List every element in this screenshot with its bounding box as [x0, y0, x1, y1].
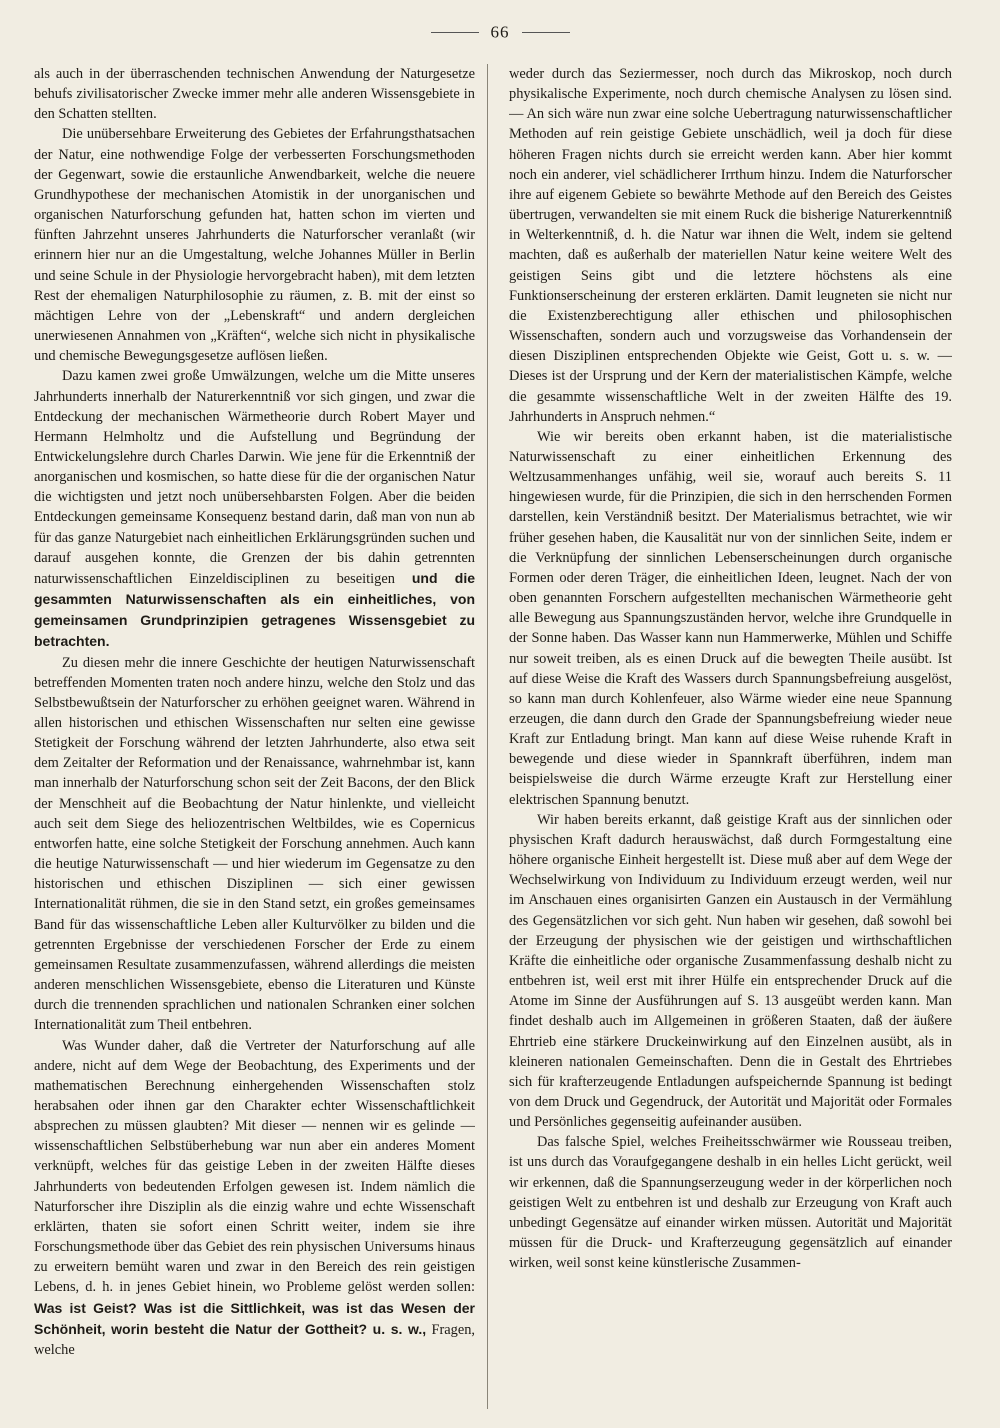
paragraph	[34, 653, 475, 1036]
paragraph	[509, 1132, 952, 1273]
column-divider	[487, 64, 488, 1409]
paragraph-text: Fragen, welche	[34, 1321, 475, 1358]
paragraph-text: Was Wunder daher, daß die Vertreter der Naturforschung auf alle andere, nicht auf dem Wege der Beobachtung, des Experiments und der mathematischen Berechnung einhergehenden Wissenschaften stolz herabsahen oder ihnen gar den Charakter echter Wissenschaftlichkeit absprechen zu müssen glaubten? Mit dieser — nennen wir es gelinde — wissenschaftlichen Selbstüberhebung war nun aber ein anderes Moment verknüpft, welches für das geistige Leben in der zweiten Hälfte dieses Jahrhunderts von bedeutenden Erfolgen gewesen ist. Indem nämlich die Naturforscher ihre Disziplin als die einzig wahre und echte Wissenschaft erklärten, thaten sie sofort einen Schritt weiter, indem sie ihre Forschungsmethode über das Gebiet des rein physischen Universums hinaus zu erweitern bemüht waren und zwar in den Bereich des rein geistigen Lebens, d. h. in jenes Gebiet hinein, wo Probleme gelöst werden sollen:	[34, 1037, 475, 1296]
right-column	[509, 64, 952, 1416]
paragraph	[509, 810, 952, 1133]
paragraph	[509, 64, 952, 427]
paragraph-text: Dazu kamen zwei große Umwälzungen, welche um die Mitte unseres Jahrhunderts innerhalb der Naturerkenntniß vor sich gingen, und zwar die Entdeckung der mechanischen Wärmetheorie durch Robert Mayer und Hermann Helmholtz und die Aufstellung und Begründung der Entwickelungslehre durch Charles Darwin. Wie jene für die Erkenntniß der anorganischen und kosmischen, so hatte diese für die der organischen Natur die wichtigsten und jetzt noch unübersehbarsten Folgen. Aber die beiden Entdeckungen gemeinsame Konsequenz bestand darin, daß man von nun ab für das ganze Naturgebiet nach einheitlichen Erklärungsgründen suchen und darauf ausgehen konnte, die Grenzen der bis dahin getrennten naturwissenschaftlichen Einzeldisciplinen zu beseitigen	[34, 368, 475, 587]
page-number: 66	[490, 22, 510, 42]
paragraph-text: Die unübersehbare Erweiterung des Gebietes der Erfahrungsthatsachen der Natur, eine nothwendige Folge der verbesserten Forschungsmethoden der Gegenwart, sowie die erstaunliche Anwendbarkeit, welche die neuere Grundhypothese der mechanischen Atomistik in der unorganischen und organischen Naturforschung gefunden hat, hatten schon im vierten und fünften Jahrzehnt unseres Jahrhunderts die Naturforscher veranlaßt (wir erinnern hier nur an die Umgestaltung, welche Johannes Müller in Berlin und seine Schule in der Physiologie hervorgebracht haben), mit dem letzten Rest der ehemaligen Naturphilosophie zu räumen, z. B. mit der einst so mächtigen Lehre von der „Lebenskraft“ und andern dergleichen unerwiesenen Annahmen von „Kräften“, welche sich nicht in physikalische und chemische Bewegungsgesetze auflösen ließen.	[34, 126, 475, 365]
paragraph-text: als auch in der überraschenden technischen Anwendung der Naturgesetze behufs zivilisatorischer Zwecke immer mehr alle anderen Wissensgebiete in den Schatten stellten.	[34, 66, 475, 123]
paragraph	[34, 366, 475, 652]
paragraph	[34, 64, 475, 124]
paragraph-text: Das falsche Spiel, welches Freiheitsschwärmer wie Rousseau treiben, ist uns durch das Voraufgegangene deshalb in ein helles Licht gerückt, weil wir erkennen, daß die Spannungserzeugung weder in der körperlichen noch geistigen Welt zu entbehren ist und deshalb zur Erzeugung von Kraft auch unbedingt Gegensätze auf einander wirken müssen. Autorität und Majorität müssen für die Druck- und Krafterzeugung gegensätzlich auf einander wirken, weil sonst keine künstlerische Zusammen-	[509, 1134, 952, 1272]
paragraph-text: Wir haben bereits erkannt, daß geistige Kraft aus der sinnlichen oder physischen Kraft dadurch herauswächst, daß durch Formgestaltung eine höhere organische Einheit hergestellt ist. Diese muß aber auf dem Wege der Wechselwirkung von Individuum zu Individuum erzeugt werden, weil nur im Anschauen eines organisirten Ganzen ein Austausch in der Vermählung des Gegensätzlichen vor sich geht. Nun haben wir gesehen, daß sowohl bei der Erzeugung der physischen wie der geistigen und wirthschaftlichen Kräfte die einheitliche oder organische Zusammenfassung deshalb nicht zu entbehren ist, weil erst mit ihrer Hülfe ein entsprechender Druck auf die Atome im Sinne der Ausführungen auf S. 13 ausgeübt werden kann. Man findet deshalb auch im Allgemeinen in größeren Staaten, daß der äußere Ehrtrieb eine stärkere Druckeinwirkung auf den Einzelnen ausübt, als in kleineren nationalen Gemeinschaften. Denn die in Gestalt des Ehrtriebes sich für krafterzeugende Entladungen aufspeichernde Spannung ist bedingt von dem Druck und Gegendruck, der Autorität und Majorität oder Formales und Persönliches gegenseitig aufeinander ausüben.	[509, 811, 952, 1131]
paragraph	[34, 124, 475, 366]
paragraph	[34, 1036, 475, 1361]
header-rule-left	[431, 32, 479, 33]
left-column	[34, 64, 475, 1416]
emphasis-text: Was ist Geist? Was ist die Sittlichkeit, was ist das Wesen der Schönheit, worin besteht die Natur der Gottheit? u. s. w.,	[34, 1299, 475, 1337]
emphasis-text: und die gesammten Naturwissenschaften als ein einheitliches, von gemeinsamen Grundprinzipien getragenes Wissensgebiet zu betrachten.	[34, 569, 475, 650]
paragraph-text: Zu diesen mehr die innere Geschichte der heutigen Naturwissenschaft betreffenden Momenten traten noch andere hinzu, welche den Stolz und das Selbstbewußtsein der Naturforscher zu erhöhen geeignet waren. Während in allen historischen und ethischen Wissenschaften nur selten eine gewisse Stetigkeit der Forschung während der letzten Jahrhunderte, also etwa seit dem Zeitalter der Reformation und der Renaissance, wahrnehmbar ist, kann man innerhalb der Naturforschung schon seit der Zeit Bacons, der den Blick der Menschheit auf die Beobachtung der Natur hinlenkte, und vielleicht auch seit dem Siege des heliozentrischen Weltbildes, wie es Copernicus entworfen hatte, eine solche Stetigkeit der Forschung annehmen. Auch kann die heutige Naturwissenschaft — und hier wiederum im Gegensatze zu den historischen und ethischen Disziplinen — sich einer gewissen Internationalität rühmen, die sie in den Stand setzt, ein großes gemeinsames Band für das wissenschaftliche Leben aller Kulturvölker zu bilden und die getrennten Ergebnisse der verschiedenen Forscher der Erde zu einem gemeinsamen Resultate zusammenzufassen, während allerdings die meisten anderen menschlichen Wissensgebiete, ebenso die Literaturen und Künste durch die trennenden sprachlichen und nationalen Schranken einer solchen Internationalität zum Theil entbehren.	[34, 654, 475, 1034]
paragraph-text: weder durch das Seziermesser, noch durch das Mikroskop, noch durch physikalische Experimente, noch durch chemische Analysen zu lösen sind. — An sich wäre nun zwar eine solche Uebertragung naturwissenschaftlicher Methoden auf rein geistige Gebiete unschädlich, weil ja doch für diese höheren Fragen nichts durch sie erreicht werden kann. Aber hier kommt noch ein anderer, viel schädlicherer Irrthum hinzu. Indem die Naturforscher ihre auf eigenem Gebiete so bewährte Methode auf den Bereich des Geistes übertrugen, verwandelten sie mit einem Ruck die bisherige Naturerkenntniß in Welterkenntniß, d. h. die Natur war ihnen die Welt, indem sie geltend machten, daß es außerhalb der materiellen Natur keine weitere Welt des geistigen Seins gibt und die letztere höchstens als eine Funktionserscheinung der ersteren erklärten. Damit leugneten sie nicht nur die Existenzberechtigung aller ethischen und philosophischen Wissenschaften, sondern auch und vorzugsweise das Vorhandensein der diesen Disziplinen entsprechenden Objekte wie Geist, Gott u. s. w. — Dieses ist der Ursprung und der Kern der materialistischen Kämpfe, welche die gesammte wissenschaftliche Welt in der zweiten Hälfte des 19. Jahrhunderts in Anspruch nehmen.“	[509, 66, 952, 425]
paragraph	[509, 427, 952, 810]
page-header	[0, 22, 1000, 43]
paragraph-text: Wie wir bereits oben erkannt haben, ist die materialistische Naturwissenschaft zu einer einheitlichen Erkennung des Weltzusammenhanges unfähig, weil sie, worauf auch bereits S. 11 hingewiesen wurde, für die Prinzipien, die sich in den herrschenden Formen darstellen, kein Verständniß besitzt. Der Materialismus betrachtet, wie wir früher gesehen haben, die Kausalität nur von der sinnlichen Seite, indem er die Verknüpfung der sinnlichen Lebenserscheinungen durch organische Formen oder deren Träger, die einheitlichen Ideen, leugnet. Nach der von oben genannten Forschern aufgestellten mechanischen Wärmetheorie geht alle Bewegung aus Spannungszuständen hervor, welche ihre Grundquelle in der Sonne haben. Das Wasser kann nun Hammerwerke, Mühlen und Schiffe nur soweit treiben, als es einen Druck auf die bewegten Theile ausübt. Ist auf diese Weise die Kraft des Wassers durch Spannungsbefreiung ausgelöst, so kann man durch Kohlenfeuer, also Wärme wieder eine neue Spannung erzeugen, die dann durch den Grade der Spannungsbefreiung wieder neue Kraft zur Entladung bringt. Man kann auf diese Weise ruhende Kraft in bewegende und diese wieder in Spannkraft überführen, indem man beispielsweise die durch Wärme erzeugte Kraft zur Herstellung einer elektrischen Spannung benutzt.	[509, 428, 952, 808]
header-rule-right	[522, 32, 570, 33]
